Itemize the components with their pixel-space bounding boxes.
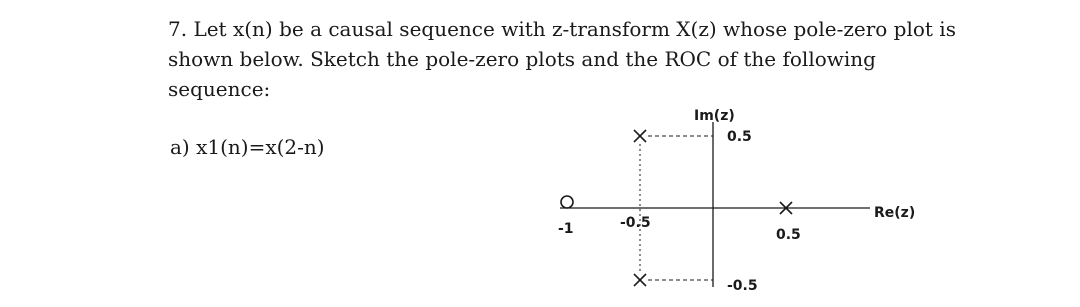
y-tick-label-1: -0.5 (727, 278, 758, 294)
x-tick-label-1: -0.5 (620, 215, 651, 231)
real-axis-label: Re(z) (874, 205, 916, 221)
zero-marker-0 (561, 196, 573, 208)
pole-zero-plot (550, 100, 950, 307)
problem-line-3: sequence: (168, 77, 271, 101)
problem-line-1: 7. Let x(n) be a causal sequence with z-transform X(z) whose pole-zero plot is (168, 17, 956, 41)
part-a: a) x1(n)=x(2-n) (170, 135, 325, 159)
problem-statement (168, 14, 968, 104)
x-tick-label-0: -1 (558, 221, 574, 237)
pole-marker-0 (634, 130, 646, 142)
x-tick-label-2: 0.5 (776, 227, 801, 243)
y-tick-label-0: 0.5 (727, 129, 752, 145)
pole-marker-1 (634, 274, 646, 286)
imag-axis-label: Im(z) (694, 108, 735, 124)
problem-line-2: shown below. Sketch the pole-zero plots and the ROC of the following (168, 47, 876, 71)
